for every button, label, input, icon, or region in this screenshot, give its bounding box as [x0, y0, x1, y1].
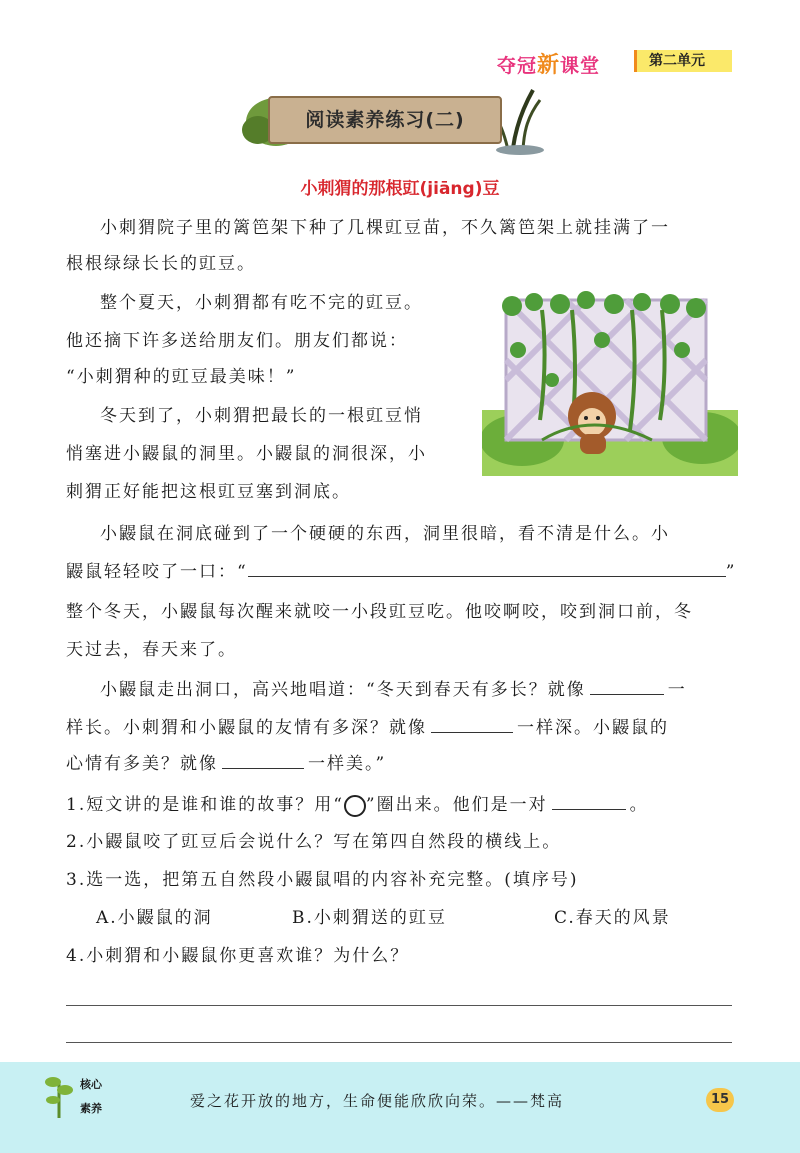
question-1: 1.短文讲的是谁和谁的故事？用“ ”圈出来。他们是一对 。: [66, 787, 649, 823]
paragraph-4-line-4: 天过去，春天来了。: [66, 640, 237, 660]
core-literacy-badge: 核心 素养: [80, 1078, 102, 1115]
brand-logo: 夺冠新课堂: [497, 53, 601, 78]
option-b: B.小刺猬送的豇豆: [292, 908, 447, 928]
answer-line-q4-1[interactable]: [66, 1005, 732, 1006]
blank-1[interactable]: [590, 676, 664, 695]
unit-label: 第二单元: [634, 50, 732, 72]
paragraph-1-line-1: 小刺猬院子里的篱笆架下种了几棵豇豆苗，不久篱笆架上就挂满了一: [100, 218, 670, 238]
paragraph-5-line-3: 心情有多美？就像 一样美。”: [66, 746, 386, 782]
paragraph-3-line-3: 刺猬正好能把这根豇豆塞到洞底。: [66, 482, 351, 502]
blank-2[interactable]: [431, 714, 513, 733]
question-2: 2.小鼹鼠咬了豇豆后会说什么？写在第四自然段的横线上。: [66, 832, 562, 852]
page-number: 15: [706, 1088, 734, 1112]
paragraph-2-line-3: “小刺猬种的豇豆最美味！”: [66, 367, 297, 387]
footer-quote: 爱之花开放的地方，生命便能欣欣向荣。——梵高: [190, 1092, 565, 1110]
paragraph-1-line-2: 根根绿绿长长的豇豆。: [66, 254, 256, 274]
paragraph-4-line-3: 整个冬天，小鼹鼠每次醒来就咬一小段豇豆吃。他咬啊咬，咬到洞口前，冬: [66, 602, 693, 622]
blank-3[interactable]: [222, 750, 304, 769]
question-3: 3.选一选，把第五自然段小鼹鼠唱的内容补充完整。(填序号): [66, 870, 579, 890]
paragraph-5-line-1: 小鼹鼠走出洞口，高兴地唱道：“冬天到春天有多长？就像 一: [100, 672, 687, 708]
hedgehog-trellis-illustration: [482, 290, 738, 476]
question-4: 4.小刺猬和小鼹鼠你更喜欢谁？为什么？: [66, 946, 410, 966]
answer-line-q2[interactable]: [248, 558, 726, 577]
story-title: 小刺猬的那根豇(jiāng)豆: [300, 179, 500, 199]
option-c: C.春天的风景: [554, 908, 671, 928]
paragraph-2-line-1: 整个夏天，小刺猬都有吃不完的豇豆。: [100, 293, 423, 313]
answer-line-q1[interactable]: [552, 791, 626, 810]
paragraph-3-line-1: 冬天到了，小刺猬把最长的一根豇豆悄: [100, 406, 423, 426]
paragraph-2-line-2: 他还摘下许多送给朋友们。朋友们都说：: [66, 331, 408, 351]
paragraph-4-line-1: 小鼹鼠在洞底碰到了一个硬硬的东西，洞里很暗，看不清是什么。小: [100, 524, 670, 544]
paragraph-3-line-2: 悄塞进小鼹鼠的洞里。小鼹鼠的洞很深，小: [66, 444, 427, 464]
answer-line-q4-2[interactable]: [66, 1042, 732, 1043]
option-a: A.小鼹鼠的洞: [96, 908, 213, 928]
paragraph-5-line-2: 样长。小刺猬和小鼹鼠的友情有多深？就像 一样深。小鼹鼠的: [66, 710, 669, 746]
circle-icon: [344, 795, 366, 817]
section-title: 阅读素养练习(二): [268, 96, 502, 144]
paragraph-4-line-2: 鼹鼠轻轻咬了一口：“ ”: [66, 554, 736, 590]
